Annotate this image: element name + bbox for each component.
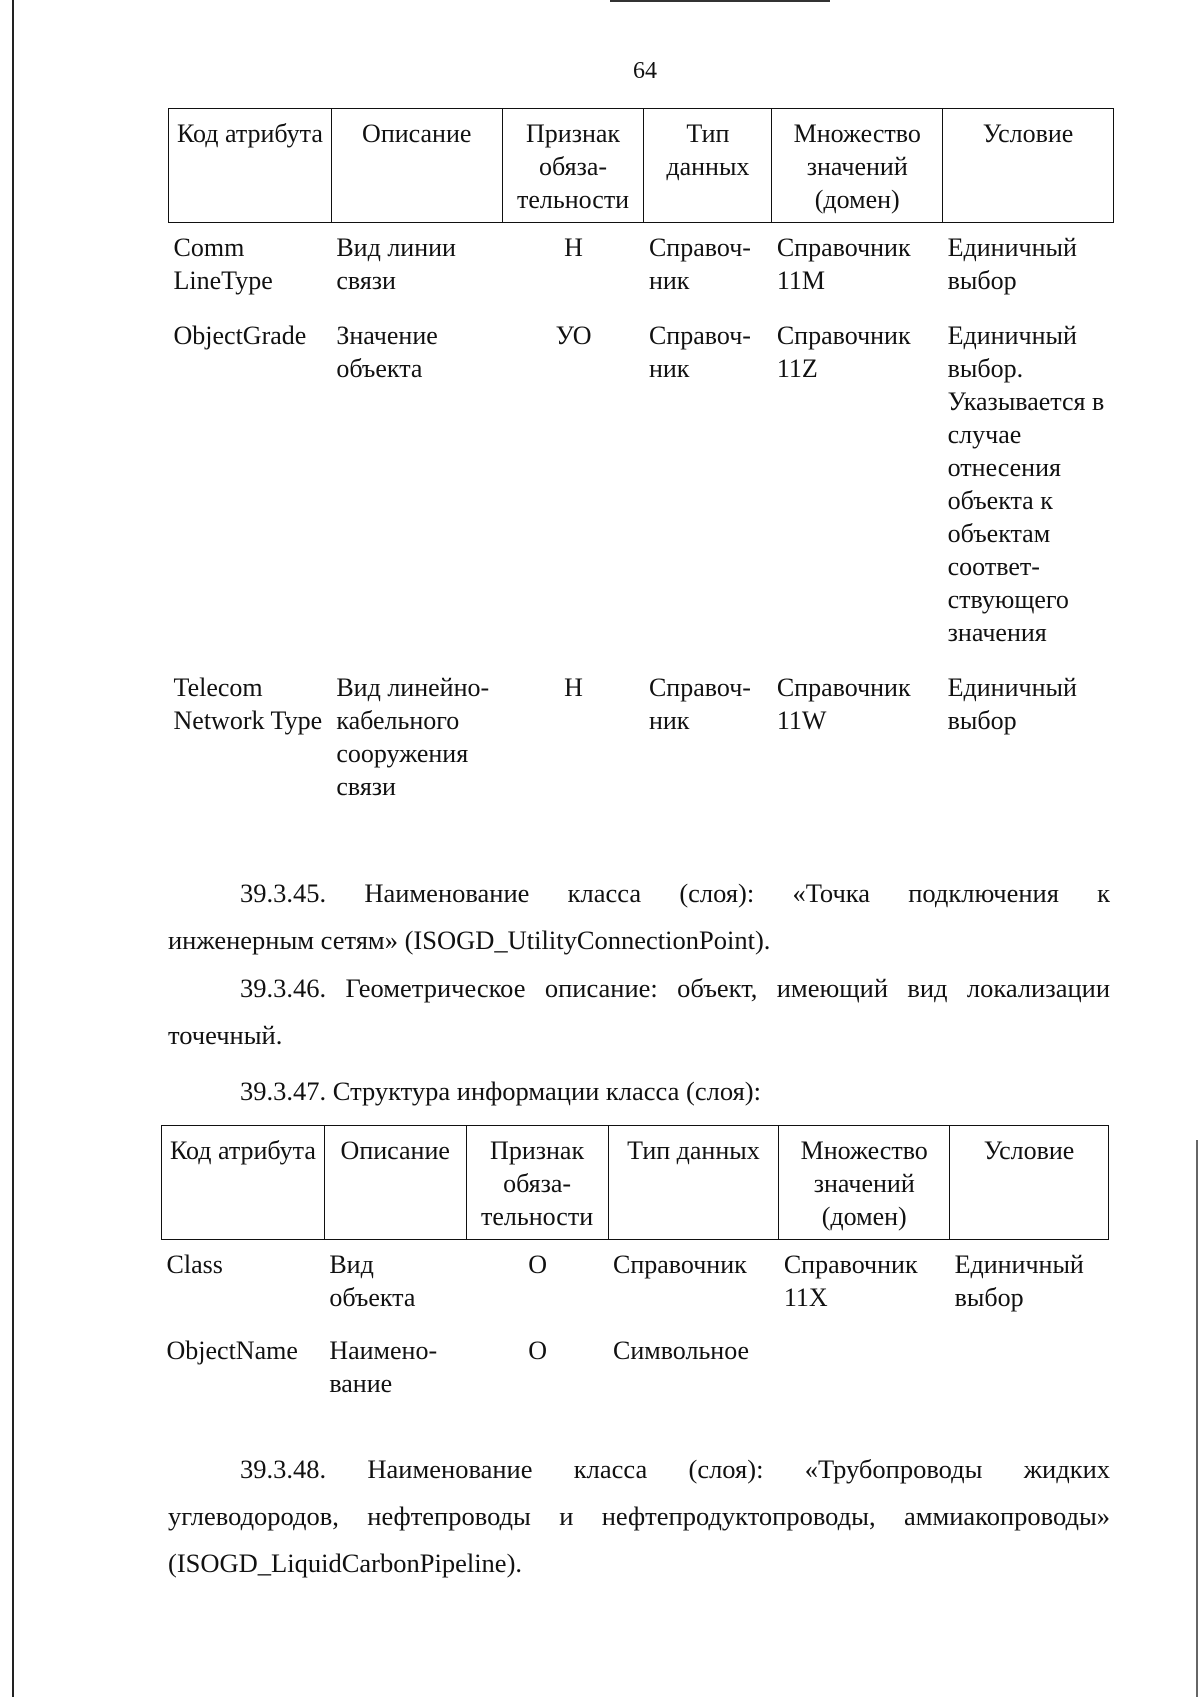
cell-mandatory-flag: О [528, 1336, 547, 1365]
cell-mandatory-flag: Н [564, 233, 583, 262]
paragraph-39-3-47 [168, 1068, 1110, 1115]
scan-edge-right [1196, 1140, 1198, 1697]
table-row [162, 1240, 1109, 1335]
cell-data-type: Справочник [613, 1250, 747, 1279]
cell-attribute-code: Comm LineType [173, 233, 273, 295]
header-attribute-code: Код атрибута [169, 109, 332, 223]
header-mandatory-flag: Признак обяза-тельности [502, 109, 644, 223]
paragraph-line: 39.3.46. Геометрическое описание: объект, имеющий вид локализации [240, 973, 1110, 1003]
table-row [169, 671, 1114, 825]
cell-description: Вид объекта [329, 1250, 416, 1312]
cell-data-type: Справоч-ник [648, 233, 751, 295]
table-row [169, 319, 1114, 671]
paragraph-line: инженерным сетям» (ISOGD_UtilityConnectionPoint). [168, 925, 771, 955]
paragraph-39-3-45 [168, 870, 1110, 964]
header-condition: Условие [950, 1126, 1109, 1240]
header-value-domain: Множество значений (домен) [772, 109, 943, 223]
cell-condition: Единичный выбор [947, 673, 1077, 735]
cell-description: Вид линейно-кабельного сооружения связи [336, 673, 490, 801]
table-header-row [169, 109, 1114, 223]
scan-edge-left [12, 0, 14, 1697]
paragraph-39-3-46 [168, 965, 1110, 1059]
paragraph-line: углеводородов, нефтепроводы и нефтепродуктопроводы, аммиакопроводы» [168, 1501, 1110, 1531]
cell-mandatory-flag: Н [564, 673, 583, 702]
attribute-table-1 [168, 108, 1114, 825]
cell-mandatory-flag: О [528, 1250, 547, 1279]
cell-value-domain [779, 1334, 950, 1420]
cell-condition: Единичный выбор [954, 1250, 1084, 1312]
paragraph-line: 39.3.48. Наименование класса (слоя): «Трубопроводы жидких [240, 1454, 1110, 1484]
table-row [169, 223, 1114, 320]
header-description: Описание [331, 109, 502, 223]
cell-description: Вид линии связи [336, 233, 456, 295]
cell-value-domain: Справочник 11X [783, 1250, 918, 1312]
header-mandatory-flag: Признак обяза-тельности [466, 1126, 608, 1240]
cell-value-domain: Справочник 11M [776, 233, 911, 295]
cell-description: Наимено-вание [329, 1336, 438, 1398]
header-data-type: Тип данных [644, 109, 772, 223]
page-number: 64 [633, 58, 657, 84]
scan-edge-top [610, 0, 830, 2]
cell-value-domain: Справочник 11W [776, 673, 911, 735]
paragraph-line: (ISOGD_LiquidCarbonPipeline). [168, 1548, 523, 1578]
cell-data-type: Справоч-ник [648, 321, 751, 383]
cell-mandatory-flag: УО [555, 321, 592, 350]
header-description: Описание [324, 1126, 466, 1240]
header-data-type: Тип данных [608, 1126, 779, 1240]
table-header-row [162, 1126, 1109, 1240]
paragraph-line: 39.3.47. Структура информации класса (слоя): [240, 1076, 761, 1106]
cell-attribute-code: Class [166, 1250, 223, 1279]
cell-value-domain: Справочник 11Z [776, 321, 911, 383]
attribute-table-2 [161, 1125, 1109, 1420]
cell-description: Значение объекта [336, 321, 438, 383]
paragraph-line: 39.3.45. Наименование класса (слоя): «Точка подключения к [240, 878, 1110, 908]
cell-condition: Единичный выбор [947, 233, 1077, 295]
cell-condition: Единичный выбор. Указывается в случае отнесения объекта к объектам соответ-ствующего значения [947, 321, 1105, 647]
cell-condition [950, 1334, 1109, 1420]
paragraph-39-3-48 [168, 1446, 1110, 1587]
cell-attribute-code: ObjectName [166, 1336, 298, 1365]
paragraph-line: точечный. [168, 1020, 283, 1050]
table-row [162, 1334, 1109, 1420]
cell-attribute-code: ObjectGrade [173, 321, 307, 350]
header-condition: Условие [943, 109, 1114, 223]
header-attribute-code: Код атрибута [162, 1126, 325, 1240]
cell-data-type: Символьное [613, 1336, 750, 1365]
cell-attribute-code: Telecom Network Type [173, 673, 323, 735]
header-value-domain: Множество значений (домен) [779, 1126, 950, 1240]
cell-data-type: Справоч-ник [648, 673, 751, 735]
